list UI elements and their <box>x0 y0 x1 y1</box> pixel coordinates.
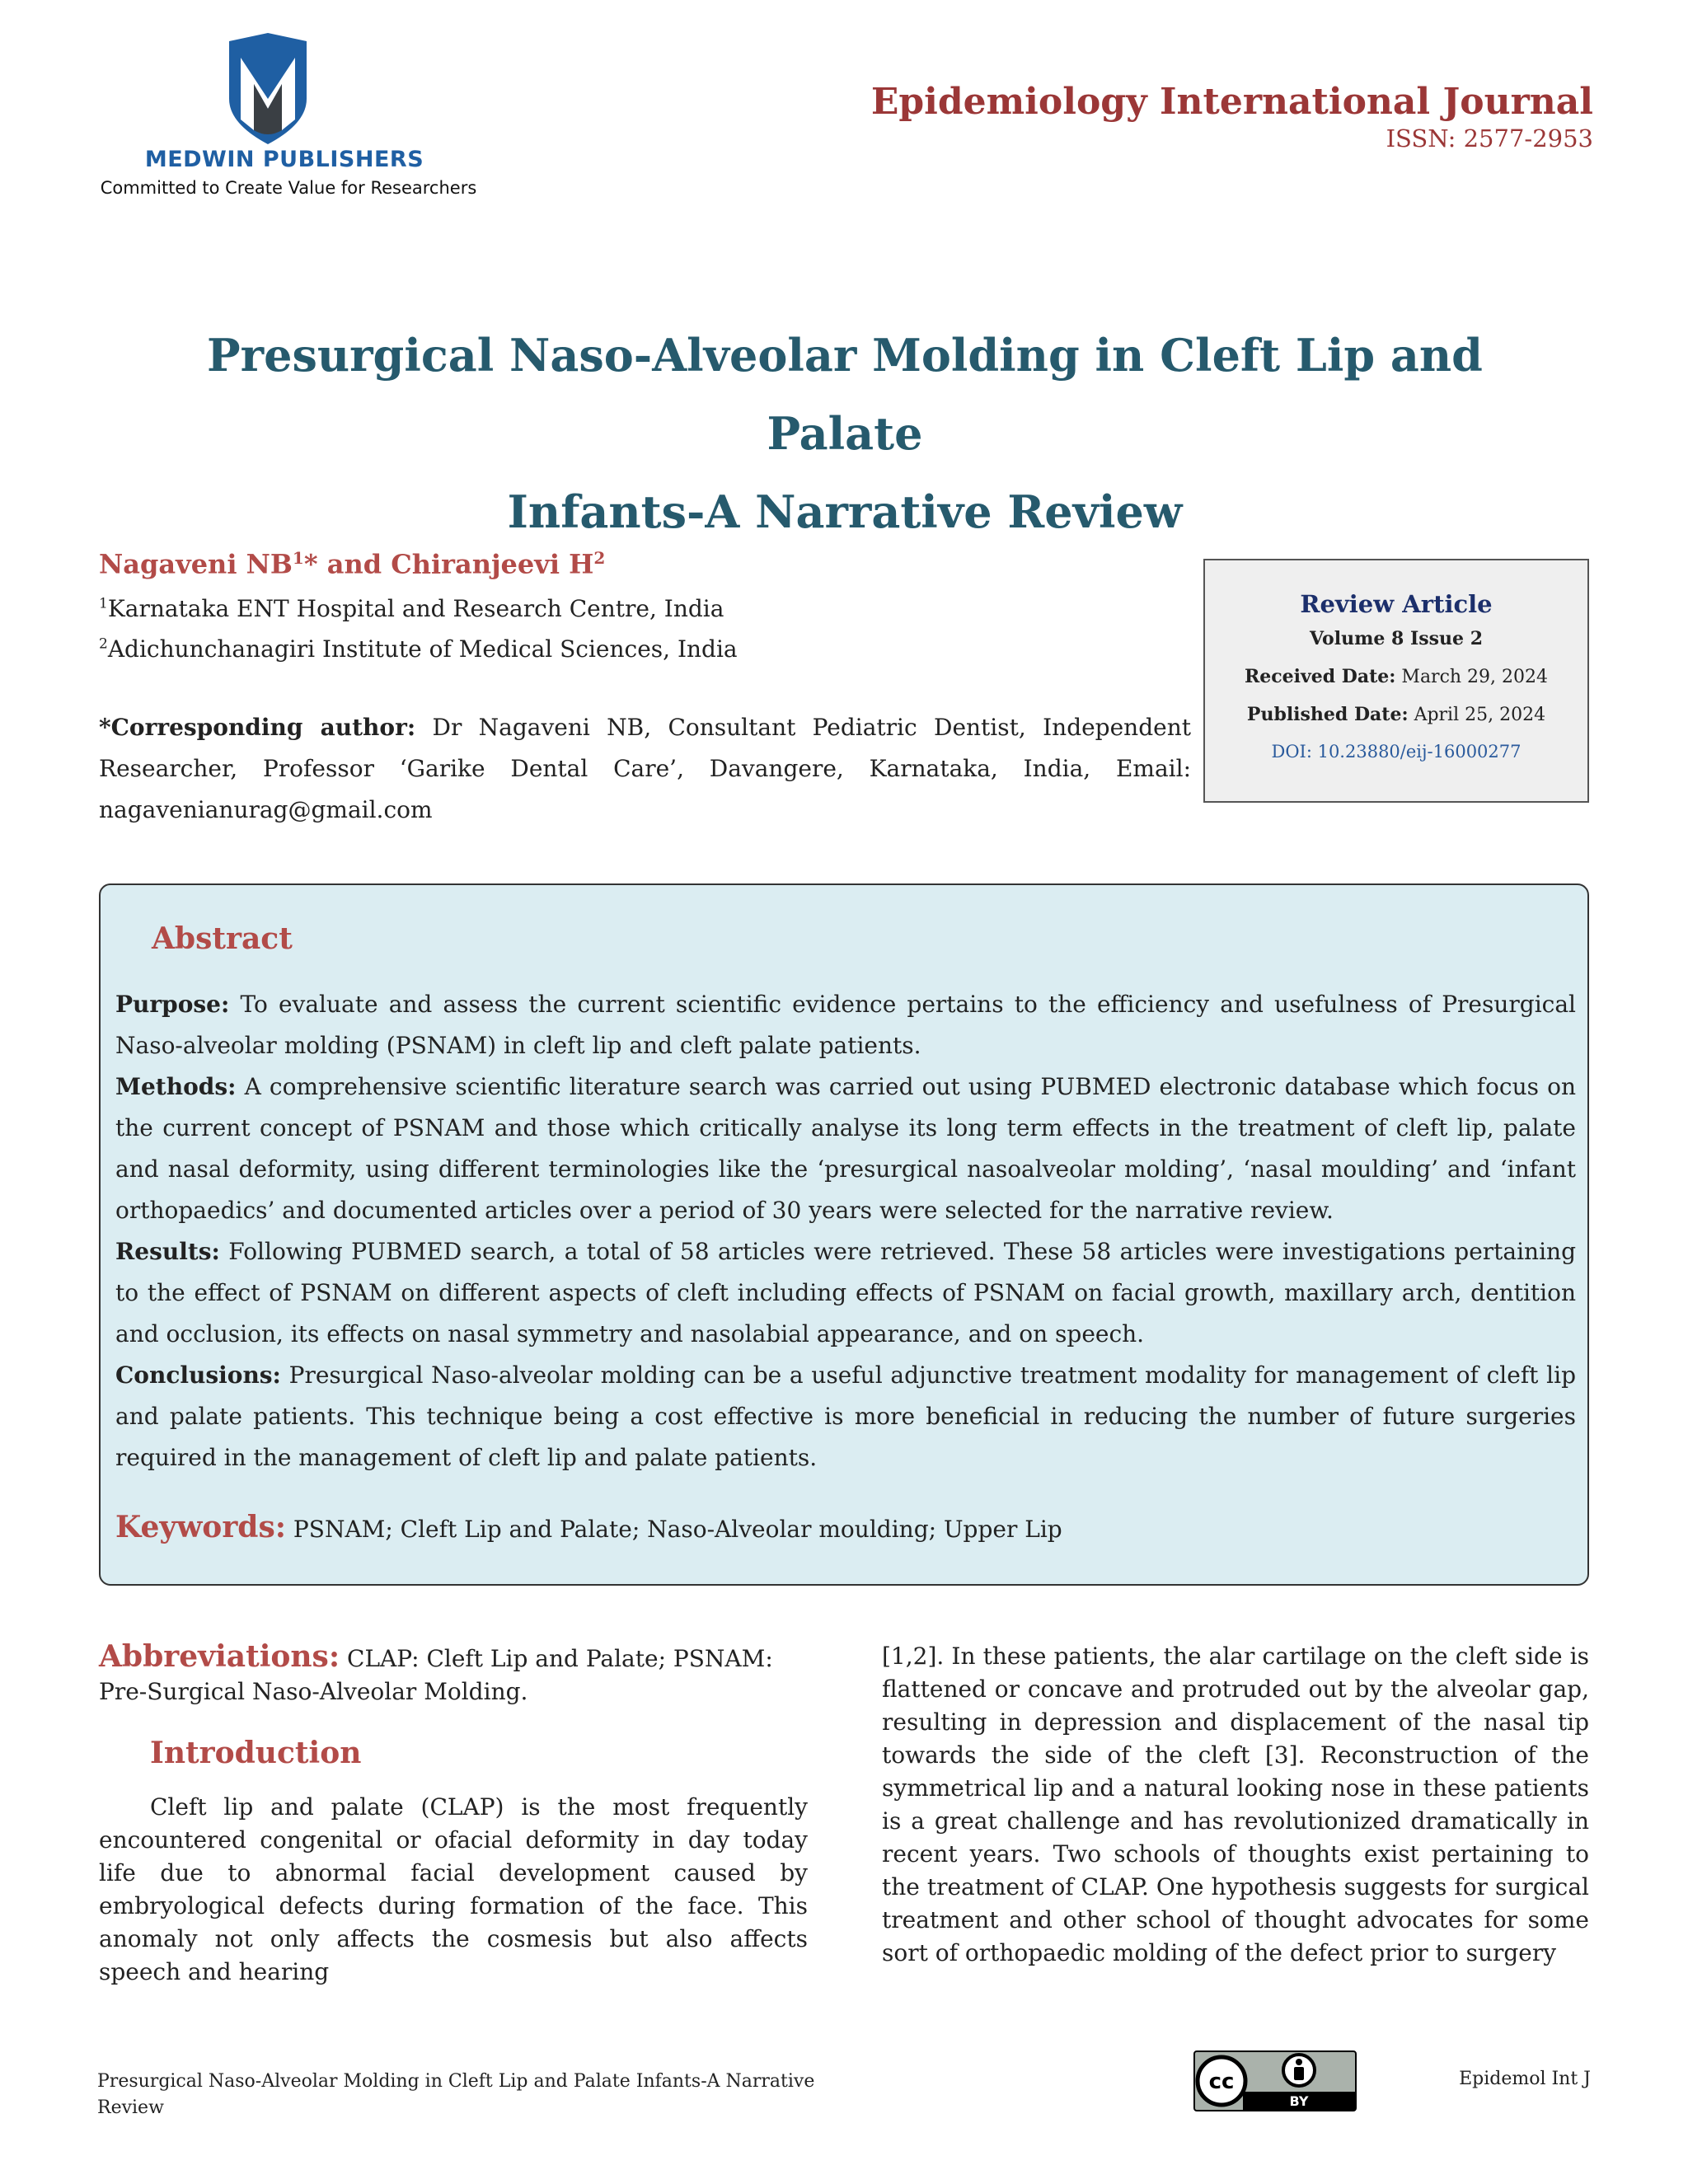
affiliation <box>99 635 738 663</box>
introduction-heading: Introduction <box>150 1736 362 1770</box>
abbreviations <box>99 1640 808 1708</box>
cc-by-icon <box>1193 2050 1357 2111</box>
abstract-purpose <box>115 984 1576 1066</box>
body-column-left <box>99 1640 808 1989</box>
received-date-value: March 29, 2024 <box>1395 667 1549 687</box>
received-date-label: Received Date: <box>1244 666 1396 687</box>
methods-text: A comprehensive scientific literature search was carried out using PUBMED electronic database which focus on the current concept of PSNAM and those which critically analyse its long term effects in the treatment of cleft lip, palate and nasal deformity, using different terminologies like the ‘presurgical nasoalveolar molding’, ‘nasal moulding’ and ‘infant orthopaedics’ and documented articles over a period of 30 years were selected for the narrative review. <box>115 1073 1576 1224</box>
author-name: Nagaveni NB <box>99 548 293 580</box>
affiliation-number: 2 <box>99 635 108 653</box>
corresponding-label: *Corresponding author: <box>99 714 416 741</box>
publisher-logo <box>91 33 486 206</box>
abstract-body <box>115 984 1576 1479</box>
by-label: BY <box>1289 2093 1309 2109</box>
published-date-label: Published Date: <box>1246 704 1409 725</box>
publisher-name: MEDWIN PUBLISHERS <box>144 147 424 172</box>
published-date-value: April 25, 2024 <box>1408 705 1546 725</box>
journal-abbreviation: Epidemol Int J <box>1459 2069 1591 2089</box>
running-title: Presurgical Naso-Alveolar Molding in Cleft Lip and Palate Infants-A Narrative Review <box>97 2071 815 2118</box>
affiliation-text: Adichunchanagiri Institute of Medical Sciences, India <box>107 635 738 663</box>
journal-issn: ISSN: 2577-2953 <box>1386 124 1593 152</box>
cc-label: cc <box>1208 2069 1235 2094</box>
journal-header <box>871 81 1593 152</box>
cc-by-license-badge[interactable] <box>1193 2050 1357 2111</box>
keywords <box>115 1510 1062 1544</box>
abstract-methods <box>115 1066 1576 1231</box>
results-text: Following PUBMED search, a total of 58 articles were retrieved. These 58 articles were investigations pertaining to the effect of PSNAM on different aspects of cleft including effects of PSNAM on facial growth, maxillary arch, dentition and occlusion, its effects on nasal symmetry and nasolabial appearance, and on speech. <box>115 1238 1576 1347</box>
affiliation-number: 1 <box>99 595 108 612</box>
abstract-conclusions <box>115 1355 1576 1479</box>
affiliation <box>99 595 724 622</box>
results-label: Results: <box>115 1238 220 1265</box>
conclusions-text: Presurgical Naso-alveolar molding can be a useful adjunctive treatment modality for management of cleft lip and palate patients. This technique being a cost effective is more beneficial in reducing the number of future surgeries required in the management of cleft lip and palate patients. <box>115 1361 1576 1471</box>
corresponding-text: Dr Nagaveni NB, Consultant Pediatric Dentist, Independent Researcher, Professor ‘Garike Dental Care’, Davangere, Karnataka, India, Email: nagavenianurag@gmail.com <box>99 714 1191 823</box>
corresponding-author <box>99 707 1191 831</box>
doi-link[interactable]: DOI: 10.23880/eij-16000277 <box>1271 742 1522 762</box>
publisher-tagline: Committed to Create Value for Researchers <box>100 178 477 198</box>
article-title-line-1: Presurgical Naso-Alveolar Molding in Cleft Lip and Palate <box>207 329 1483 460</box>
author-affil-sup: 1 <box>292 548 304 568</box>
conclusions-label: Conclusions: <box>115 1361 281 1389</box>
introduction-paragraph-continued: [1,2]. In these patients, the alar cartilage on the cleft side is flattened or concave and protruded out by the alveolar gap, resulting in depression and displacement of the nasal tip towards the side of the cleft [3]. Reconstruction of the symmetrical lip and a natural looking nose in these patients is a great challenge and has revolutionized dramatically in recent years. Two schools of thoughts exist pertaining to the treatment of CLAP. One hypothesis suggests for surgical treatment and other school of thought advocates for some sort of orthopaedic molding of the defect prior to surgery <box>882 1643 1589 1966</box>
corresponding-star: * <box>303 548 318 580</box>
abstract-box <box>99 883 1589 1586</box>
published-date <box>1205 704 1587 725</box>
article-title <box>124 316 1566 551</box>
introduction-paragraph: Cleft lip and palate (CLAP) is the most frequently encountered congenital or ofacial deformity in day today life due to abnormal facial development caused by embryological defects during formation of the face. This anomaly not only affects the cosmesis but also affects speech and hearing <box>99 1793 808 1985</box>
abstract-heading: Abstract <box>152 921 293 956</box>
affiliation-text: Karnataka ENT Hospital and Research Centre, India <box>107 595 724 622</box>
received-date <box>1205 666 1587 687</box>
abbreviations-text: CLAP: Cleft Lip and Palate; PSNAM: Pre-Surgical Naso-Alveolar Molding. <box>99 1645 773 1705</box>
author-name: Chiranjeevi H <box>391 548 594 580</box>
purpose-label: Purpose: <box>115 991 230 1018</box>
author-affil-sup: 2 <box>593 548 606 568</box>
keywords-label: Keywords: <box>115 1510 287 1544</box>
article-type: Review Article <box>1300 590 1493 618</box>
keywords-text: PSNAM; Cleft Lip and Palate; Naso-Alveolar moulding; Upper Lip <box>286 1516 1062 1543</box>
purpose-text: To evaluate and assess the current scientific evidence pertains to the efficiency and usefulness of Presurgical Naso-alveolar molding (PSNAM) in cleft lip and cleft palate patients. <box>115 991 1576 1059</box>
abstract-results <box>115 1231 1576 1355</box>
author-list <box>99 548 605 580</box>
body-column-right <box>882 1640 1589 1970</box>
author-connector: and <box>317 548 392 580</box>
volume-issue: Volume 8 Issue 2 <box>1310 628 1483 649</box>
abbreviations-label: Abbreviations: <box>99 1639 340 1674</box>
medwin-shield-icon <box>223 33 313 144</box>
article-info-box <box>1203 559 1589 803</box>
article-title-line-2: Infants-A Narrative Review <box>507 485 1183 538</box>
journal-title: Epidemiology International Journal <box>870 81 1593 123</box>
methods-label: Methods: <box>115 1073 237 1100</box>
